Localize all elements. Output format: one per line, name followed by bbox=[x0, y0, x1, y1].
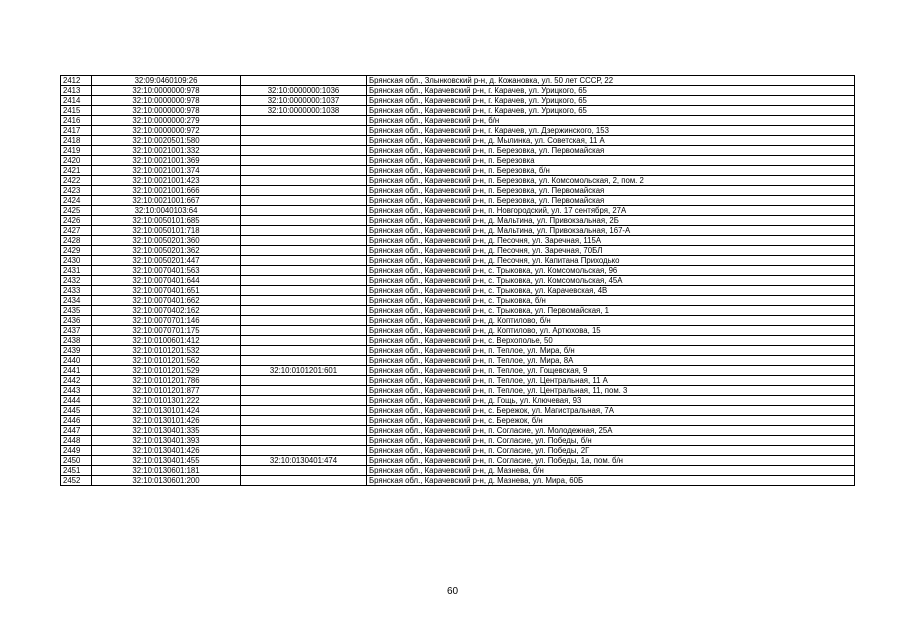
table-row bbox=[61, 176, 855, 186]
address-cell: Брянская обл., Карачевский р-н, п. Теплое, ул. Центральная, 11 А bbox=[367, 376, 855, 386]
address-cell: Брянская обл., Карачевский р-н, д. Мальтина, ул. Привокзальная, 2Б bbox=[367, 216, 855, 226]
table-row bbox=[61, 96, 855, 106]
address-cell: Брянская обл., Карачевский р-н, с. Трыковка, ул. Первомайская, 1 bbox=[367, 306, 855, 316]
linked-cadastral-number-cell: 32:10:0101201:601 bbox=[241, 366, 367, 376]
cadastral-number-cell: 32:10:0000000:978 bbox=[92, 86, 241, 96]
linked-cadastral-number-cell bbox=[241, 436, 367, 446]
linked-cadastral-number-cell bbox=[241, 136, 367, 146]
row-number-cell: 2449 bbox=[61, 446, 92, 456]
row-number-cell: 2446 bbox=[61, 416, 92, 426]
table-row bbox=[61, 246, 855, 256]
address-cell: Брянская обл., Карачевский р-н, п. Согласие, ул. Молодежная, 25А bbox=[367, 426, 855, 436]
row-number-cell: 2415 bbox=[61, 106, 92, 116]
address-cell: Брянская обл., Карачевский р-н, д. Песочня, ул. Капитана Приходько bbox=[367, 256, 855, 266]
linked-cadastral-number-cell bbox=[241, 146, 367, 156]
table-row bbox=[61, 276, 855, 286]
address-cell: Брянская обл., Карачевский р-н, б/н bbox=[367, 116, 855, 126]
linked-cadastral-number-cell bbox=[241, 376, 367, 386]
row-number-cell: 2435 bbox=[61, 306, 92, 316]
linked-cadastral-number-cell bbox=[241, 206, 367, 216]
row-number-cell: 2436 bbox=[61, 316, 92, 326]
row-number-cell: 2424 bbox=[61, 196, 92, 206]
cadastral-number-cell: 32:10:0050101:685 bbox=[92, 216, 241, 226]
row-number-cell: 2412 bbox=[61, 76, 92, 86]
address-cell: Брянская обл., Карачевский р-н, д. Гощь, ул. Ключевая, 93 bbox=[367, 396, 855, 406]
address-cell: Брянская обл., Карачевский р-н, д. Коптилово, ул. Артюхова, 15 bbox=[367, 326, 855, 336]
cadastral-number-cell: 32:10:0020501:580 bbox=[92, 136, 241, 146]
table-row bbox=[61, 236, 855, 246]
address-cell: Брянская обл., Карачевский р-н, с. Трыковка, ул. Карачевская, 4В bbox=[367, 286, 855, 296]
row-number-cell: 2427 bbox=[61, 226, 92, 236]
linked-cadastral-number-cell bbox=[241, 76, 367, 86]
cadastral-number-cell: 32:10:0130401:426 bbox=[92, 446, 241, 456]
linked-cadastral-number-cell bbox=[241, 266, 367, 276]
table-row bbox=[61, 146, 855, 156]
cadastral-number-cell: 32:10:0000000:972 bbox=[92, 126, 241, 136]
row-number-cell: 2420 bbox=[61, 156, 92, 166]
address-cell: Брянская обл., Карачевский р-н, п. Березовка bbox=[367, 156, 855, 166]
cadastral-number-cell: 32:10:0101201:529 bbox=[92, 366, 241, 376]
cadastral-number-cell: 32:10:0050201:360 bbox=[92, 236, 241, 246]
row-number-cell: 2414 bbox=[61, 96, 92, 106]
table-row bbox=[61, 366, 855, 376]
address-cell: Брянская обл., Карачевский р-н, п. Теплое, ул. Мира, 8А bbox=[367, 356, 855, 366]
linked-cadastral-number-cell bbox=[241, 336, 367, 346]
cadastral-number-cell: 32:10:0070401:644 bbox=[92, 276, 241, 286]
row-number-cell: 2419 bbox=[61, 146, 92, 156]
row-number-cell: 2431 bbox=[61, 266, 92, 276]
address-cell: Брянская обл., Карачевский р-н, д. Мазнева, ул. Мира, 60Б bbox=[367, 476, 855, 486]
cadastral-number-cell: 32:10:0040103:64 bbox=[92, 206, 241, 216]
row-number-cell: 2423 bbox=[61, 186, 92, 196]
address-cell: Брянская обл., Карачевский р-н, п. Березовка, б/н bbox=[367, 166, 855, 176]
row-number-cell: 2451 bbox=[61, 466, 92, 476]
address-cell: Брянская обл., Карачевский р-н, с. Бережок, б/н bbox=[367, 416, 855, 426]
linked-cadastral-number-cell bbox=[241, 216, 367, 226]
linked-cadastral-number-cell bbox=[241, 226, 367, 236]
table-row bbox=[61, 466, 855, 476]
cadastral-number-cell: 32:10:0130601:200 bbox=[92, 476, 241, 486]
row-number-cell: 2418 bbox=[61, 136, 92, 146]
linked-cadastral-number-cell bbox=[241, 346, 367, 356]
table-row bbox=[61, 106, 855, 116]
address-cell: Брянская обл., Карачевский р-н, п. Березовка, ул. Первомайская bbox=[367, 186, 855, 196]
table-row bbox=[61, 476, 855, 486]
table-body bbox=[61, 76, 855, 486]
linked-cadastral-number-cell bbox=[241, 296, 367, 306]
cadastral-number-cell: 32:10:0000000:279 bbox=[92, 116, 241, 126]
linked-cadastral-number-cell bbox=[241, 416, 367, 426]
row-number-cell: 2442 bbox=[61, 376, 92, 386]
cadastral-number-cell: 32:10:0101301:222 bbox=[92, 396, 241, 406]
cadastral-number-cell: 32:10:0021001:666 bbox=[92, 186, 241, 196]
address-cell: Брянская обл., Карачевский р-н, с. Трыковка, ул. Комсомольская, 45А bbox=[367, 276, 855, 286]
table-row bbox=[61, 76, 855, 86]
linked-cadastral-number-cell bbox=[241, 236, 367, 246]
table-row bbox=[61, 416, 855, 426]
address-cell: Брянская обл., Карачевский р-н, г. Карачев, ул. Дзержинского, 153 bbox=[367, 126, 855, 136]
row-number-cell: 2443 bbox=[61, 386, 92, 396]
linked-cadastral-number-cell bbox=[241, 306, 367, 316]
page-number: 60 bbox=[446, 586, 459, 597]
address-cell: Брянская обл., Карачевский р-н, д. Мальтина, ул. Привокзальная, 167-А bbox=[367, 226, 855, 236]
row-number-cell: 2450 bbox=[61, 456, 92, 466]
cadastral-number-cell: 32:10:0050201:362 bbox=[92, 246, 241, 256]
table-row bbox=[61, 376, 855, 386]
address-cell: Брянская обл., Карачевский р-н, с. Трыковка, б/н bbox=[367, 296, 855, 306]
address-cell: Брянская обл., Карачевский р-н, п. Теплое, ул. Центральная, 11, пом. 3 bbox=[367, 386, 855, 396]
address-cell: Брянская обл., Карачевский р-н, с. Трыковка, ул. Комсомольская, 96 bbox=[367, 266, 855, 276]
table-row bbox=[61, 196, 855, 206]
linked-cadastral-number-cell bbox=[241, 316, 367, 326]
table-row bbox=[61, 186, 855, 196]
table-row bbox=[61, 216, 855, 226]
table-row bbox=[61, 306, 855, 316]
address-cell: Брянская обл., Карачевский р-н, д. Мазнева, б/н bbox=[367, 466, 855, 476]
table-row bbox=[61, 346, 855, 356]
address-cell: Брянская обл., Карачевский р-н, с. Бережок, ул. Магистральная, 7А bbox=[367, 406, 855, 416]
table-row bbox=[61, 446, 855, 456]
cadastral-number-cell: 32:10:0130101:424 bbox=[92, 406, 241, 416]
linked-cadastral-number-cell bbox=[241, 196, 367, 206]
cadastral-number-cell: 32:10:0130401:455 bbox=[92, 456, 241, 466]
address-cell: Брянская обл., Карачевский р-н, г. Карачев, ул. Урицкого, 65 bbox=[367, 106, 855, 116]
linked-cadastral-number-cell bbox=[241, 356, 367, 366]
cadastral-number-cell: 32:10:0130101:426 bbox=[92, 416, 241, 426]
cadastral-number-cell: 32:10:0101201:786 bbox=[92, 376, 241, 386]
table-row bbox=[61, 86, 855, 96]
row-number-cell: 2452 bbox=[61, 476, 92, 486]
address-cell: Брянская обл., Карачевский р-н, п. Теплое, ул. Мира, б/н bbox=[367, 346, 855, 356]
address-cell: Брянская обл., Карачевский р-н, д. Мылинка, ул. Советская, 11 А bbox=[367, 136, 855, 146]
table-row bbox=[61, 456, 855, 466]
cadastral-number-cell: 32:10:0070401:651 bbox=[92, 286, 241, 296]
row-number-cell: 2430 bbox=[61, 256, 92, 266]
row-number-cell: 2413 bbox=[61, 86, 92, 96]
table-row bbox=[61, 326, 855, 336]
address-cell: Брянская обл., Карачевский р-н, п. Согласие, ул. Победы, 2Г bbox=[367, 446, 855, 456]
row-number-cell: 2438 bbox=[61, 336, 92, 346]
table-row bbox=[61, 396, 855, 406]
table-row bbox=[61, 206, 855, 216]
row-number-cell: 2416 bbox=[61, 116, 92, 126]
linked-cadastral-number-cell bbox=[241, 116, 367, 126]
cadastral-number-cell: 32:10:0050101:718 bbox=[92, 226, 241, 236]
table-row bbox=[61, 406, 855, 416]
cadastral-number-cell: 32:10:0021001:667 bbox=[92, 196, 241, 206]
linked-cadastral-number-cell bbox=[241, 466, 367, 476]
cadastral-number-cell: 32:10:0021001:374 bbox=[92, 166, 241, 176]
cadastral-number-cell: 32:10:0000000:978 bbox=[92, 106, 241, 116]
row-number-cell: 2445 bbox=[61, 406, 92, 416]
row-number-cell: 2432 bbox=[61, 276, 92, 286]
table-row bbox=[61, 116, 855, 126]
linked-cadastral-number-cell bbox=[241, 176, 367, 186]
table-row bbox=[61, 286, 855, 296]
table-row bbox=[61, 256, 855, 266]
address-cell: Брянская обл., Карачевский р-н, п. Согласие, ул. Победы, б/н bbox=[367, 436, 855, 446]
row-number-cell: 2421 bbox=[61, 166, 92, 176]
table-row bbox=[61, 436, 855, 446]
linked-cadastral-number-cell bbox=[241, 446, 367, 456]
row-number-cell: 2444 bbox=[61, 396, 92, 406]
cadastral-number-cell: 32:10:0100601:412 bbox=[92, 336, 241, 346]
linked-cadastral-number-cell bbox=[241, 126, 367, 136]
row-number-cell: 2441 bbox=[61, 366, 92, 376]
linked-cadastral-number-cell bbox=[241, 326, 367, 336]
table-row bbox=[61, 426, 855, 436]
row-number-cell: 2428 bbox=[61, 236, 92, 246]
address-cell: Брянская обл., Карачевский р-н, с. Верхополье, 50 bbox=[367, 336, 855, 346]
cadastral-number-cell: 32:10:0101201:532 bbox=[92, 346, 241, 356]
row-number-cell: 2425 bbox=[61, 206, 92, 216]
address-cell: Брянская обл., Карачевский р-н, п. Березовка, ул. Комсомольская, 2, пом. 2 bbox=[367, 176, 855, 186]
address-cell: Брянская обл., Карачевский р-н, г. Карачев, ул. Урицкого, 65 bbox=[367, 96, 855, 106]
row-number-cell: 2429 bbox=[61, 246, 92, 256]
table-row bbox=[61, 316, 855, 326]
row-number-cell: 2417 bbox=[61, 126, 92, 136]
linked-cadastral-number-cell: 32:10:0130401:474 bbox=[241, 456, 367, 466]
address-cell: Брянская обл., Карачевский р-н, д. Песочня, ул. Заречная, 115А bbox=[367, 236, 855, 246]
table-row bbox=[61, 136, 855, 146]
cadastral-number-cell: 32:10:0130601:181 bbox=[92, 466, 241, 476]
address-cell: Брянская обл., Карачевский р-н, п. Согласие, ул. Победы, 1а, пом. б/н bbox=[367, 456, 855, 466]
row-number-cell: 2426 bbox=[61, 216, 92, 226]
row-number-cell: 2422 bbox=[61, 176, 92, 186]
cadastral-number-cell: 32:10:0070401:662 bbox=[92, 296, 241, 306]
address-cell: Брянская обл., Карачевский р-н, п. Теплое, ул. Гощевская, 9 bbox=[367, 366, 855, 376]
cadastral-number-cell: 32:10:0021001:423 bbox=[92, 176, 241, 186]
cadastral-number-cell: 32:10:0021001:332 bbox=[92, 146, 241, 156]
row-number-cell: 2439 bbox=[61, 346, 92, 356]
linked-cadastral-number-cell bbox=[241, 186, 367, 196]
cadastral-number-cell: 32:10:0021001:369 bbox=[92, 156, 241, 166]
address-cell: Брянская обл., Карачевский р-н, п. Новгородский, ул. 17 сентября, 27А bbox=[367, 206, 855, 216]
cadastral-number-cell: 32:10:0070701:146 bbox=[92, 316, 241, 326]
cadastral-number-cell: 32:10:0050201:447 bbox=[92, 256, 241, 266]
linked-cadastral-number-cell bbox=[241, 276, 367, 286]
cadastral-number-cell: 32:10:0130401:393 bbox=[92, 436, 241, 446]
linked-cadastral-number-cell: 32:10:0000000:1038 bbox=[241, 106, 367, 116]
linked-cadastral-number-cell bbox=[241, 166, 367, 176]
row-number-cell: 2448 bbox=[61, 436, 92, 446]
linked-cadastral-number-cell bbox=[241, 476, 367, 486]
row-number-cell: 2437 bbox=[61, 326, 92, 336]
linked-cadastral-number-cell bbox=[241, 256, 367, 266]
cadastral-number-cell: 32:10:0070701:175 bbox=[92, 326, 241, 336]
cadastral-number-cell: 32:10:0070401:563 bbox=[92, 266, 241, 276]
address-cell: Брянская обл., Карачевский р-н, п. Березовка, ул. Первомайская bbox=[367, 146, 855, 156]
row-number-cell: 2440 bbox=[61, 356, 92, 366]
address-cell: Брянская обл., Карачевский р-н, п. Березовка, ул. Первомайская bbox=[367, 196, 855, 206]
address-cell: Брянская обл., Карачевский р-н, г. Карачев, ул. Урицкого, 65 bbox=[367, 86, 855, 96]
table-row bbox=[61, 126, 855, 136]
linked-cadastral-number-cell bbox=[241, 156, 367, 166]
table-row bbox=[61, 166, 855, 176]
row-number-cell: 2447 bbox=[61, 426, 92, 436]
cadastral-number-cell: 32:10:0070402:162 bbox=[92, 306, 241, 316]
linked-cadastral-number-cell bbox=[241, 386, 367, 396]
linked-cadastral-number-cell bbox=[241, 406, 367, 416]
linked-cadastral-number-cell bbox=[241, 426, 367, 436]
row-number-cell: 2433 bbox=[61, 286, 92, 296]
table-row bbox=[61, 156, 855, 166]
table-row bbox=[61, 386, 855, 396]
table-row bbox=[61, 226, 855, 236]
table-row bbox=[61, 296, 855, 306]
address-cell: Брянская обл., Карачевский р-н, д. Коптилово, б/н bbox=[367, 316, 855, 326]
cadastral-number-cell: 32:09:0460109:26 bbox=[92, 76, 241, 86]
row-number-cell: 2434 bbox=[61, 296, 92, 306]
linked-cadastral-number-cell: 32:10:0000000:1036 bbox=[241, 86, 367, 96]
property-register-table bbox=[60, 75, 855, 486]
linked-cadastral-number-cell bbox=[241, 396, 367, 406]
cadastral-number-cell: 32:10:0000000:978 bbox=[92, 96, 241, 106]
table-row bbox=[61, 266, 855, 276]
address-cell: Брянская обл., Злынковский р-н, д. Кожановка, ул. 50 лет СССР, 22 bbox=[367, 76, 855, 86]
cadastral-number-cell: 32:10:0130401:335 bbox=[92, 426, 241, 436]
cadastral-number-cell: 32:10:0101201:562 bbox=[92, 356, 241, 366]
linked-cadastral-number-cell bbox=[241, 246, 367, 256]
table-row bbox=[61, 356, 855, 366]
linked-cadastral-number-cell: 32:10:0000000:1037 bbox=[241, 96, 367, 106]
linked-cadastral-number-cell bbox=[241, 286, 367, 296]
table-row bbox=[61, 336, 855, 346]
cadastral-number-cell: 32:10:0101201:877 bbox=[92, 386, 241, 396]
address-cell: Брянская обл., Карачевский р-н, д. Песочня, ул. Заречная, 70БЛ bbox=[367, 246, 855, 256]
